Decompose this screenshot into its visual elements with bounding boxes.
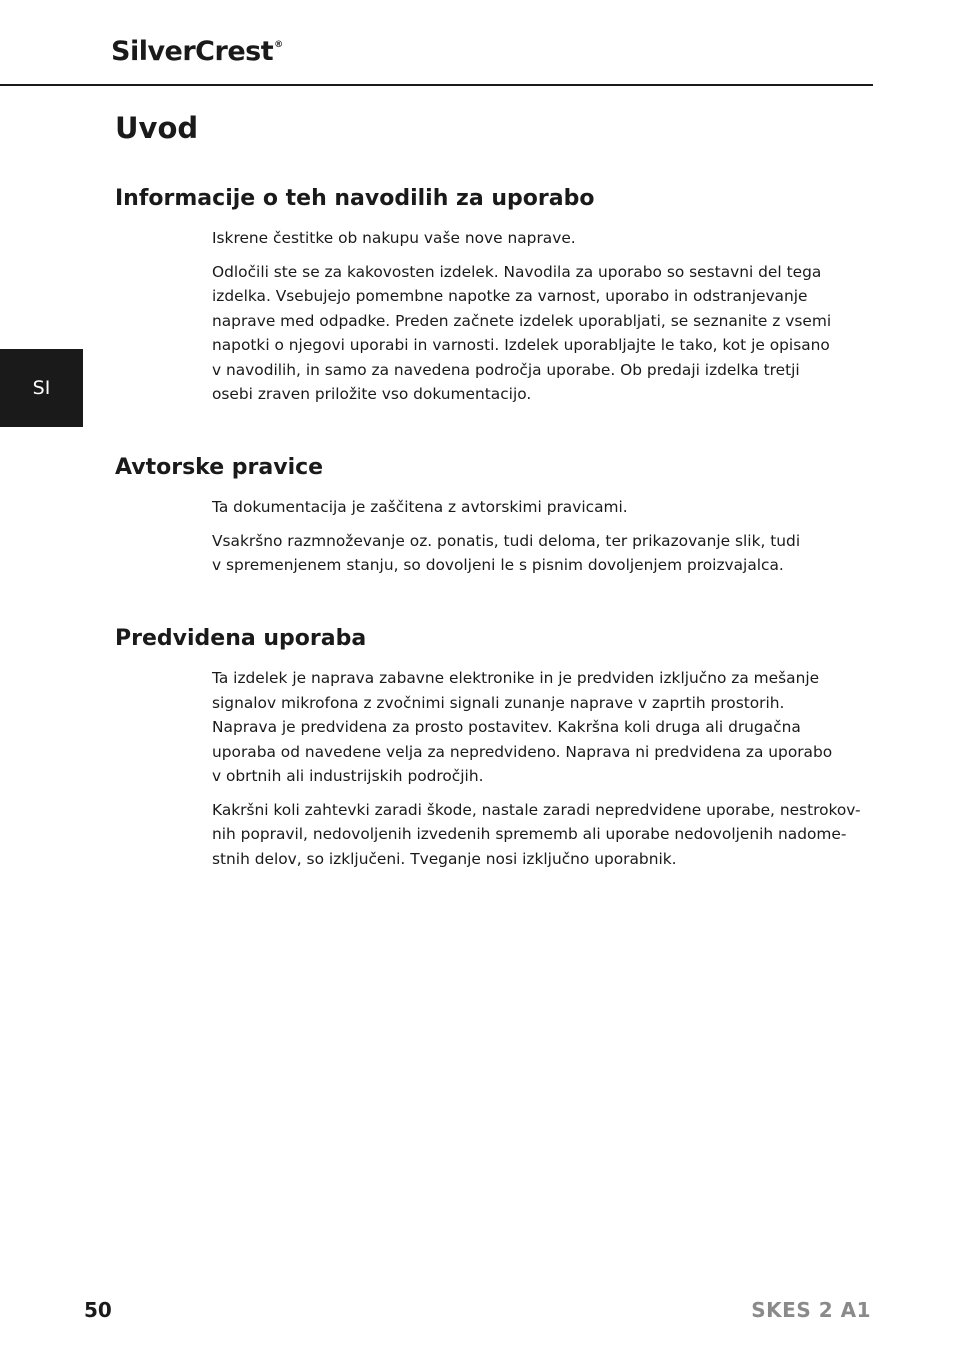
header-divider [0,84,873,86]
section-body-avtorske-pravice [212,495,852,587]
text-line: Kakršni koli zahtevki zaradi škode, nastale zaradi nepredvidene uporabe, nestrokov- [212,800,861,819]
text-line: v spremenjenem stanju, so dovoljeni le s pisnim dovoljenjem proizvajalca. [212,556,784,574]
text-line: napotki o njegovi uporabi in varnosti. Izdelek uporabljajte le tako, kot je opisano [212,336,830,354]
text-line: stnih delov, so izključeni. Tveganje nosi izključno uporabnik. [212,849,677,868]
paragraph [212,529,852,578]
model-number: SKES 2 A1 [751,1298,871,1322]
text-line: Naprava je predvidena za prosto postavitev. Kakršna koli druga ali drugačna [212,718,801,736]
paragraph [212,495,852,520]
language-tab [0,349,83,427]
text-line: izdelka. Vsebujejo pomembne napotke za varnost, uporabo in odstranjevanje [212,287,808,305]
text-line: nih popravil, nedovoljenih izvedenih sprememb ali uporabe nedovoljenih nadome- [212,825,847,843]
page-number: 50 [84,1298,112,1322]
section-heading-avtorske-pravice: Avtorske pravice [115,455,324,480]
text-line: Ta dokumentacija je zaščitena z avtorskimi pravicami. [212,498,628,516]
text-line: osebi zraven priložite vso dokumentacijo. [212,385,532,403]
registered-mark: ® [274,40,283,50]
text-line: Iskrene čestitke ob nakupu vaše nove naprave. [212,229,576,247]
text-line: Vsakršno razmnoževanje oz. ponatis, tudi deloma, ter prikazovanje slik, tudi [212,531,801,550]
text-line: naprave med odpadke. Preden začnete izdelek uporabljati, se seznanite z vsemi [212,311,832,330]
page-title: Uvod [115,111,199,145]
text-line: signalov mikrofona z zvočnimi signali zunanje naprave v zaprtih prostorih. [212,693,785,712]
paragraph [212,260,852,407]
section-heading-predvidena-uporaba: Predvidena uporaba [115,626,367,651]
paragraph [212,798,861,872]
brand-name: SilverCrest [111,36,274,67]
paragraph [212,226,852,251]
text-line: v navodilih, in samo za navedena področja uporabe. Ob predaji izdelka tretji [212,360,800,379]
text-line: uporaba od navedene velja za nepredvideno. Naprava ni predvidena za uporabo [212,742,833,761]
section-body-informacije [212,226,852,416]
language-tab-label: SI [32,377,51,399]
section-body-predvidena-uporaba [212,666,861,880]
brand-logo [111,38,283,65]
text-line: Ta izdelek je naprava zabavne elektronike in je predviden izključno za mešanje [212,669,820,687]
text-line: v obrtnih ali industrijskih področjih. [212,767,484,785]
text-line: Odločili ste se za kakovosten izdelek. Navodila za uporabo so sestavni del tega [212,262,822,281]
section-heading-informacije: Informacije o teh navodilih za uporabo [115,186,595,211]
paragraph [212,666,852,789]
